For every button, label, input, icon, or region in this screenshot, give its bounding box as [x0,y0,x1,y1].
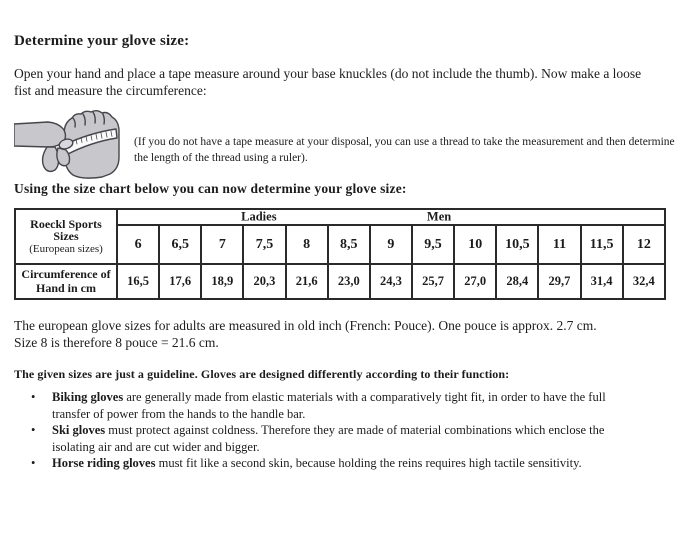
circumference-cell: 20,3 [243,264,285,299]
circumference-cell: 24,3 [370,264,412,299]
pouce-line2: Size 8 is therefore 8 pouce = 21.6 cm. [14,335,219,350]
size-cell: 7,5 [243,225,285,264]
glove-types-list [14,389,646,472]
ski-gloves-text: must protect against coldness. Therefore they are made of material combinations which enclose the isolating air and are cut wider and bigger. [52,423,605,454]
circumference-label-cell [15,264,117,299]
circumference-cell: 18,9 [201,264,243,299]
size-cell: 8 [286,225,328,264]
list-item-ski-gloves [14,422,646,455]
size-cell: 6,5 [159,225,201,264]
circumference-cell: 21,6 [286,264,328,299]
sizes-label-line3: (European sizes) [29,242,103,255]
circumference-cell: 23,0 [328,264,370,299]
list-item-biking-gloves [14,389,646,422]
glove-size-table [14,208,666,300]
heading-determine-glove-size: Determine your glove size: [14,33,190,49]
size-cell: 11 [538,225,580,264]
table-row-circumference [15,264,665,299]
circumference-cell: 32,4 [623,264,665,299]
biking-gloves-text: are generally made from elastic materials with a comparatively tight fit, in order to have the full transfer of power from the hands to the handle bar. [52,390,606,421]
circumference-cell: 16,5 [117,264,159,299]
size-cell: 9,5 [412,225,454,264]
size-cell: 10,5 [496,225,538,264]
size-cell: 8,5 [328,225,370,264]
horse-riding-gloves-lead: Horse riding gloves [52,456,156,470]
figure-row [14,108,680,180]
ski-gloves-lead: Ski gloves [52,423,106,437]
heading-size-chart: Using the size chart below you can now determine your glove size: [14,181,407,196]
hand-tape-measure-illustration [14,108,126,180]
glove-size-document [0,33,680,533]
biking-gloves-lead: Biking gloves [52,390,124,404]
size-cell: 12 [623,225,665,264]
sizes-label-line2: Sizes [53,229,79,244]
pouce-explanation [14,317,664,351]
circumference-cell: 27,0 [454,264,496,299]
size-cell: 6 [117,225,159,264]
circumference-cell: 28,4 [496,264,538,299]
size-cell: 7 [201,225,243,264]
pouce-line1: The european glove sizes for adults are measured in old inch (French: Pouce). One pouce is approx. 2.7 cm. [14,318,597,333]
size-cell: 10 [454,225,496,264]
circumference-cell: 25,7 [412,264,454,299]
circumference-label-line1: Circumference of [21,267,111,281]
intro-paragraph: Open your hand and place a tape measure around your base knuckles (do not include the thumb). Now make a loose fist and measure the circumference: [14,66,642,98]
gender-group-header-cell [117,209,665,225]
men-group-label: Men [426,209,452,224]
circumference-cell: 17,6 [159,264,201,299]
ladies-group-label: Ladies [241,209,277,224]
size-cell: 9 [370,225,412,264]
table-row-groups [15,209,665,225]
tape-measure-note: (If you do not have a tape measure at your disposal, you can use a thread to take the measurement and then determine the length of the thread using a ruler). [134,136,675,164]
horse-riding-gloves-text: must fit like a second skin, because holding the reins requires high tactile sensitivity. [155,456,582,470]
guideline-heading: The given sizes are just a guideline. Gloves are designed differently according to their function: [14,367,510,381]
sizes-label-line1: Roeckl Sports [30,216,102,231]
sizes-label-cell [15,209,117,264]
size-cell: 11,5 [581,225,623,264]
circumference-label-line2: Hand in cm [35,280,96,295]
circumference-cell: 29,7 [538,264,580,299]
circumference-cell: 31,4 [581,264,623,299]
list-item-horse-riding-gloves [14,455,646,472]
